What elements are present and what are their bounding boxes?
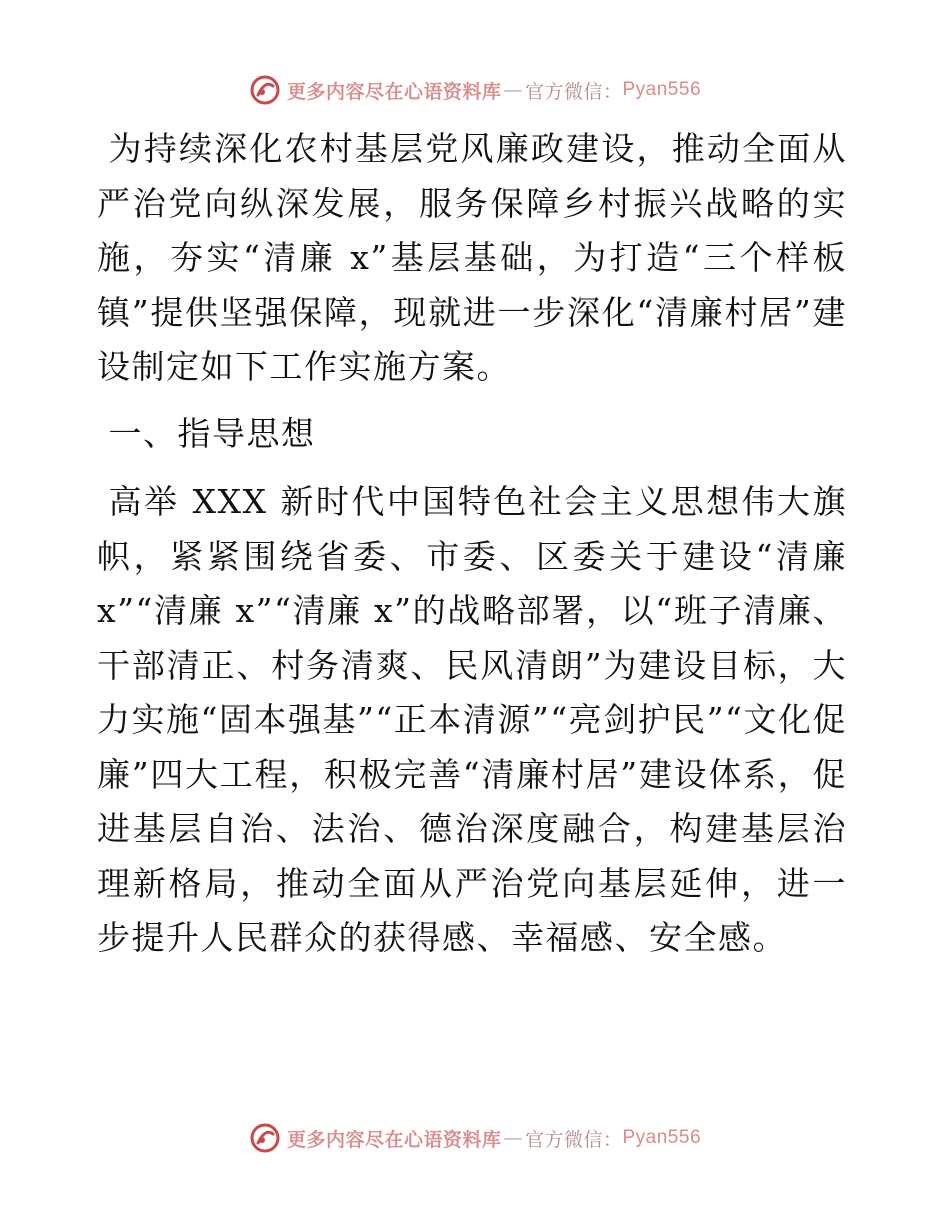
watermark-brand-text: 更多内容尽在心语资料库 bbox=[286, 80, 502, 103]
document-body bbox=[97, 122, 847, 966]
watermark-contact-id: Pyan556 bbox=[622, 79, 702, 100]
watermark-contact-label: 官方微信： bbox=[524, 1128, 623, 1151]
watermark-brand-text: 更多内容尽在心语资料库 bbox=[286, 1128, 502, 1151]
watermark-separator: — bbox=[503, 79, 523, 101]
header-watermark bbox=[0, 70, 950, 110]
section-heading-guiding-ideology: 一、指导思想 bbox=[108, 413, 316, 453]
logo-seal-icon bbox=[249, 1122, 281, 1154]
watermark-separator: — bbox=[503, 1127, 523, 1149]
logo-seal-icon bbox=[249, 74, 281, 106]
watermark-contact-label: 官方微信： bbox=[524, 80, 623, 103]
guiding-ideology-paragraph: 高举 XXX 新时代中国特色社会主义思想伟大旗帜，紧紧围绕省委、市委、区委关于建设“清廉 x”“清廉 x”“清廉 x”的战略部署，以“班子清廉、干部清正、村务清爽、民风清朗”为建设目标，大力实施“固本强基”“正本清源”“亮剑护民”“文化促廉”四大工程，积极完善“清廉村居”建设体系，促进基层自治、法治、德治深度融合，构建基层治理新格局，推动全面从严治党向基层延伸，进一步提升人民群众的获得感、幸福感、安全感。 bbox=[97, 482, 847, 957]
watermark-contact-id: Pyan556 bbox=[622, 1127, 702, 1148]
intro-paragraph: 为持续深化农村基层党风廉政建设，推动全面从严治党向纵深发展，服务保障乡村振兴战略的实施，夯实“清廉 x”基层基础，为打造“三个样板镇”提供坚强保障，现就进一步深化“清廉村居”建设制定如下工作实施方案。 bbox=[97, 129, 847, 386]
footer-watermark bbox=[0, 1118, 950, 1158]
